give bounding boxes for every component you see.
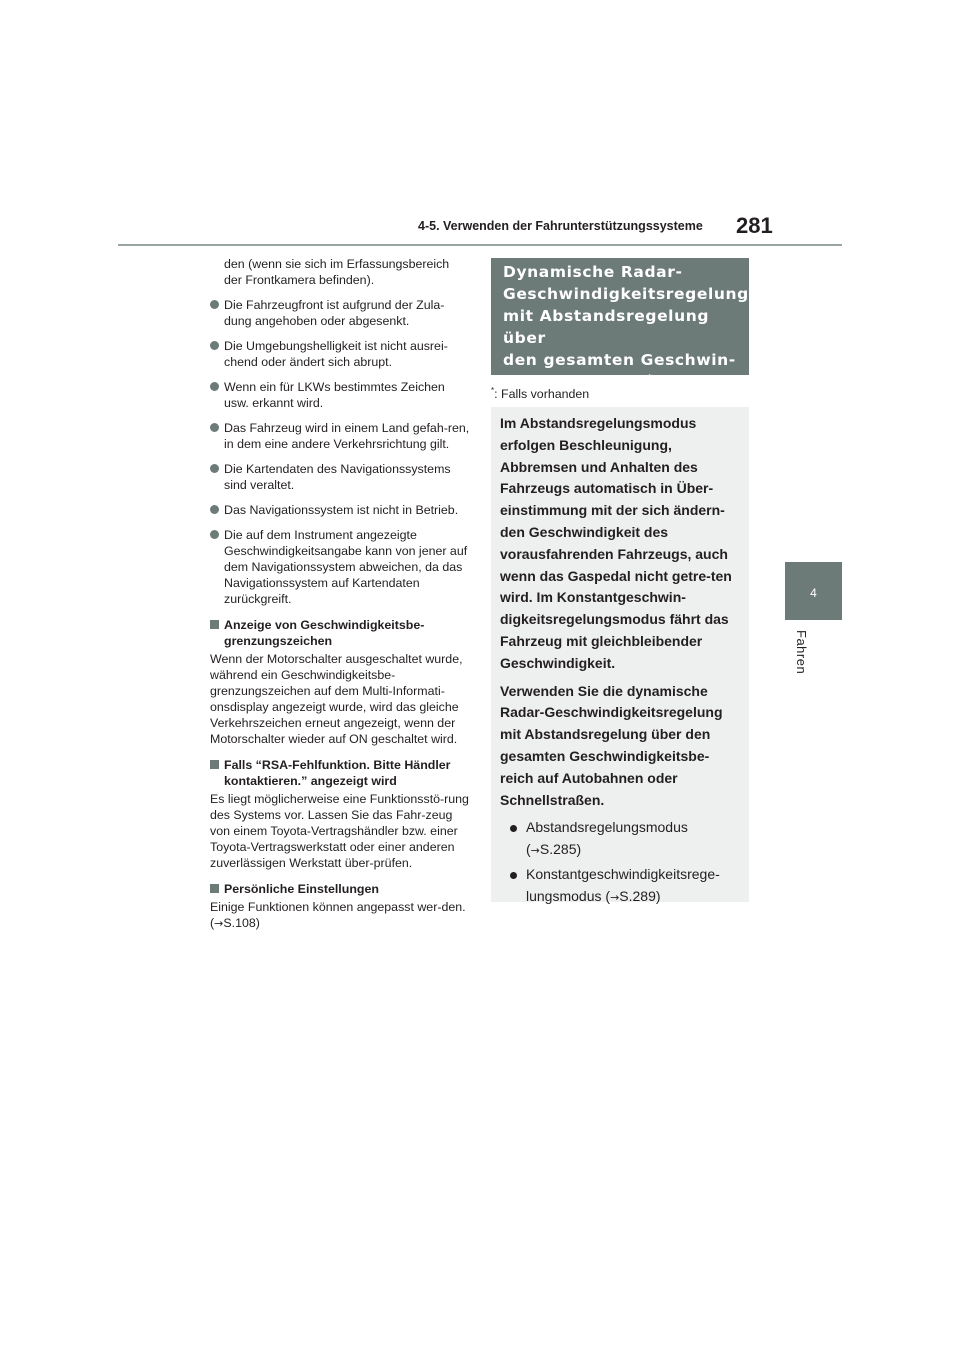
summary-paragraph: Im Abstandsregelungsmodus erfolgen Beschleunigung, Abbremsen und Anhalten des Fahrzeugs automatisch in Über-einstimmung mit der sich ändern-den Geschwindigkeit des vorausfahrenden Fahrzeugs, auch wenn das Gaspedal nicht getre-ten wird. Im Konstantgeschwin-digkeitsregelungsmodus fährt das Fahrzeug mit gleichbleibender Geschwindigkeit.	[500, 415, 732, 671]
header-divider	[118, 244, 842, 246]
cross-reference-label: Abstandsregelungsmodus	[526, 819, 688, 836]
section-heading-text: Anzeige von Geschwindigkeitsbe-grenzungszeichen	[224, 618, 425, 648]
section-heading	[210, 881, 470, 897]
section-heading	[210, 757, 470, 789]
list-item-text: Die auf dem Instrument angezeigte Geschwindigkeitsangabe kann von jener auf dem Navigationssystem abweichen, da das Navigationssystem auf Kartendaten zurückgreift.	[224, 528, 468, 606]
continued-text: den (wenn sie sich im Erfassungsbereich der Frontkamera befinden).	[224, 257, 450, 287]
section-title-line: Dynamische Radar-	[503, 263, 683, 281]
page-reference-link[interactable]: S.289	[619, 887, 656, 904]
list-item-text: Das Fahrzeug wird in einem Land gefah-ren, in dem eine andere Verkehrsrichtung gilt.	[224, 421, 470, 451]
section-body: Wenn der Motorschalter ausgeschaltet wurde, während ein Geschwindigkeitsbe-grenzungszeichen auf dem Multi-Informati-onsdisplay angezeigt wurde, wird das gleiche Verkehrszeichen erneut angezeigt, wenn der Motorschalter wieder auf ON geschaltet wird.	[210, 652, 463, 746]
paren-open: (	[526, 841, 531, 858]
list-item-text: Die Umgebungshelligkeit ist nicht ausrei-chend oder ändert sich abrupt.	[224, 339, 448, 369]
list-item	[210, 297, 470, 329]
section-heading-text: Falls “RSA-Fehlfunktion. Bitte Händler kontaktieren.” angezeigt wird	[224, 758, 451, 788]
bullet-dot-icon	[210, 423, 219, 432]
paren-close: )	[655, 887, 661, 904]
bullet-dot-icon	[510, 825, 517, 832]
summary-paragraph: Verwenden Sie die dynamische Radar-Geschwindigkeitsregelung mit Abstandsregelung über den gesamten Geschwindigkeitsbe-reich auf Autobahnen oder Schnellstraßen.	[500, 682, 723, 808]
footnote-mark: *	[491, 386, 495, 395]
bullet-dot-icon	[510, 872, 517, 879]
list-item-text: Die Fahrzeugfront ist aufgrund der Zula-dung angehoben oder abgesenkt.	[224, 298, 445, 328]
chapter-tab-label: Fahren	[794, 630, 809, 675]
bullet-dot-icon	[210, 300, 219, 309]
cross-reference-label: Konstantgeschwindigkeitsrege-lungsmodus	[526, 865, 720, 904]
page-reference-link[interactable]: S.108)	[223, 916, 260, 930]
chapter-tab[interactable]	[785, 562, 842, 620]
page-reference-link[interactable]: S.285	[539, 841, 577, 858]
section-title-line: den gesamten Geschwin-	[503, 351, 736, 369]
list-item-text: Das Navigationssystem ist nicht in Betrieb.	[224, 503, 459, 517]
list-item	[210, 420, 470, 452]
section-title-line: mit Abstandsregelung über	[503, 307, 710, 347]
section-header-title: 4-5. Verwenden der Fahrunterstützungssysteme	[418, 219, 703, 233]
section-title-text: digkeitsbereich	[503, 373, 648, 391]
list-item	[210, 502, 470, 518]
section-body-text: Einige Funktionen können angepasst wer-den. (	[210, 900, 466, 930]
list-item-text: Wenn ein für LKWs bestimmtes Zeichen usw. erkannt wird.	[224, 380, 445, 410]
section-heading-text: Persönliche Einstellungen	[224, 882, 379, 896]
section-body	[210, 899, 470, 932]
list-item-text: Die Kartendaten des Navigationssystems sind veraltet.	[224, 462, 451, 492]
arrow-right-icon: →	[214, 917, 224, 930]
section-title-box	[491, 258, 749, 391]
arrow-right-icon: →	[530, 844, 540, 858]
bullet-dot-icon	[210, 382, 219, 391]
square-bullet-icon	[210, 620, 219, 629]
bullet-dot-icon	[210, 505, 219, 514]
arrow-right-icon: →	[610, 890, 620, 904]
footnote	[491, 386, 589, 401]
list-item	[210, 338, 470, 370]
list-item	[210, 527, 470, 607]
section-body: Es liegt möglicherweise eine Funktionsstö-rung des Systems vor. Lassen Sie das Fahr-zeug von einem Toyota-Vertragshändler bzw. einer Toyota-Vertragswerkstatt oder einer anderen zuverlässigen Werkstatt über-prüfen.	[210, 792, 469, 870]
square-bullet-icon	[210, 884, 219, 893]
footnote-text: : Falls vorhanden	[494, 387, 590, 402]
section-title-line: Geschwindigkeitsregelung	[503, 285, 749, 303]
list-item	[210, 461, 470, 493]
cross-reference-item[interactable]	[500, 817, 739, 862]
paren-open: (	[605, 887, 611, 904]
cross-reference-item[interactable]	[500, 864, 739, 909]
left-column	[210, 256, 470, 940]
bullet-dot-icon	[210, 341, 219, 350]
list-item	[210, 379, 470, 411]
bullet-dot-icon	[210, 464, 219, 473]
bullet-dot-icon	[210, 530, 219, 539]
summary-box	[491, 407, 749, 902]
chapter-tab-number: 4	[810, 586, 817, 600]
section-heading	[210, 617, 470, 649]
asterisk-mark: *	[647, 372, 653, 384]
paren-close: )	[576, 841, 582, 858]
page-number: 281	[736, 213, 773, 238]
square-bullet-icon	[210, 760, 219, 769]
